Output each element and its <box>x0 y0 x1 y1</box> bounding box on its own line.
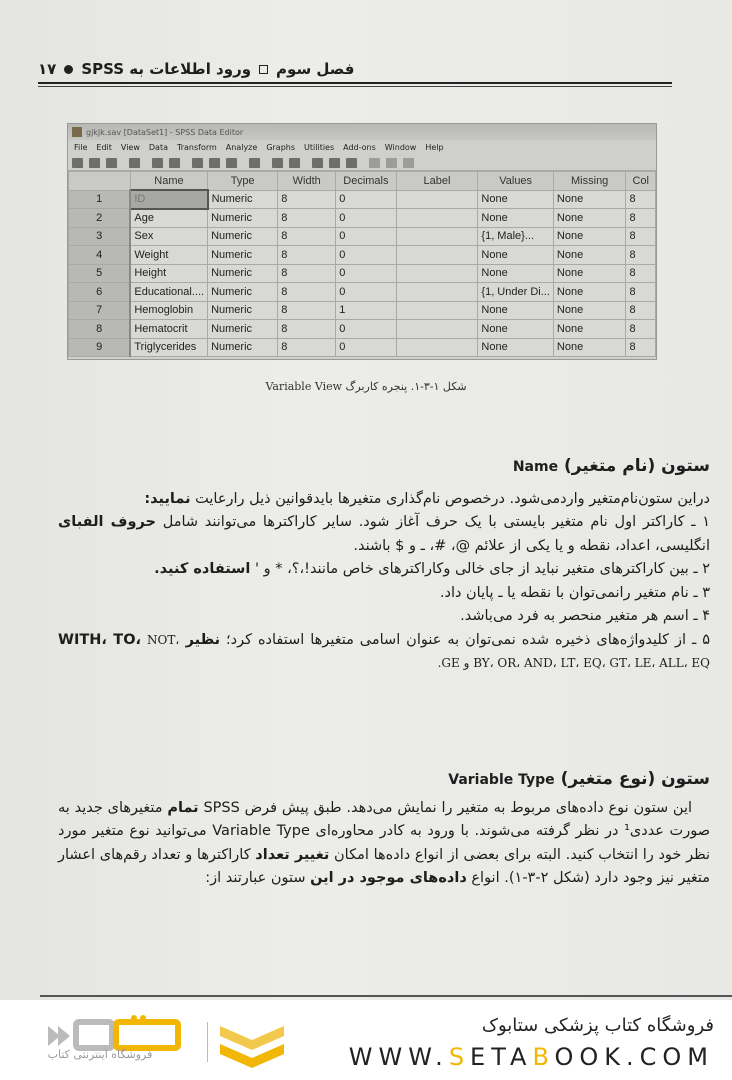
menu-analyze[interactable]: Analyze <box>225 143 258 152</box>
section-variable-type <box>58 768 710 891</box>
table-row <box>69 246 656 265</box>
cell-name[interactable]: Sex <box>130 227 207 246</box>
cell-name[interactable]: ID <box>130 190 207 209</box>
cell-columns[interactable]: 8 <box>626 246 656 265</box>
cell-missing[interactable]: None <box>553 209 626 228</box>
col-header-name[interactable]: Name <box>130 172 207 191</box>
row-number[interactable]: 6 <box>69 283 131 302</box>
undo-icon[interactable] <box>152 158 163 168</box>
list-item <box>58 582 710 606</box>
para-text: می‌توانید نوع متغیر مورد نظر خود را انتخاب کنید. البته برای بعضی از انواع داده‌ها امکان <box>58 823 710 863</box>
cell-decimals[interactable]: 0 <box>336 264 396 283</box>
cell-width[interactable]: 8 <box>278 246 336 265</box>
intro-text: دراین ستون‌نام‌متغیر واردمی‌شود. درخصوص نام‌گذاری متغیرها بایدقوانین ذیل رارعایت <box>195 490 710 507</box>
goto-variable-icon[interactable] <box>209 158 220 168</box>
weight-cases-icon[interactable] <box>329 158 340 168</box>
heading-en: Name <box>512 459 559 475</box>
cell-columns[interactable]: 8 <box>626 283 656 302</box>
cell-name[interactable]: Educational.... <box>130 283 207 302</box>
shop-name: فروشگاه کتاب پزشکی ستابوک <box>481 1015 714 1036</box>
table-row <box>69 209 656 228</box>
cell-name[interactable]: Hematocrit <box>130 320 207 339</box>
cell-columns[interactable]: 8 <box>626 264 656 283</box>
cell-label[interactable] <box>396 190 478 209</box>
cell-values[interactable]: {1, Under Di... <box>478 283 553 302</box>
url-accent: S <box>448 1043 471 1071</box>
para-text: کاراکترها و تعداد رقم‌های اعشار متغیر نیز وجود دارد (شکل ۲-۳-۱). انواع <box>58 846 710 886</box>
cell-label[interactable] <box>396 320 478 339</box>
cell-label[interactable] <box>396 283 478 302</box>
footer-rule <box>40 995 732 997</box>
item-text: اسم هر متغیر منحصر به فرد می‌باشد. <box>460 608 689 624</box>
cell-width[interactable]: 8 <box>278 264 336 283</box>
cell-width[interactable]: 8 <box>278 338 336 357</box>
cell-width[interactable]: 8 <box>278 209 336 228</box>
col-header-width[interactable]: Width <box>278 172 336 191</box>
table-row <box>69 338 656 357</box>
cell-label[interactable] <box>396 301 478 320</box>
spss-app-icon <box>72 127 82 137</box>
cell-missing[interactable]: None <box>553 320 626 339</box>
cell-decimals[interactable]: 0 <box>336 190 396 209</box>
cell-columns[interactable]: 8 <box>626 190 656 209</box>
footer-banner <box>0 1000 732 1080</box>
header-rule-thin <box>38 86 672 87</box>
use-sets-icon[interactable] <box>386 158 397 168</box>
item-number: ۲ ـ <box>693 561 710 577</box>
bullet-icon <box>64 65 73 74</box>
menu-window[interactable]: Window <box>384 143 417 152</box>
cell-width[interactable]: 8 <box>278 227 336 246</box>
square-icon <box>259 65 268 74</box>
find-icon[interactable] <box>249 158 260 168</box>
heading-en: Variable Type <box>448 772 555 788</box>
insert-cases-icon[interactable] <box>272 158 283 168</box>
para-text: متغیرهای جدید به صورت عددی¹ در نظر گرفته می‌شوند. با ورود به کادر محاوره‌ای Variable Type <box>58 799 711 839</box>
cell-width[interactable]: 8 <box>278 320 336 339</box>
row-number[interactable]: 3 <box>69 227 131 246</box>
table-row <box>69 190 656 209</box>
cell-columns[interactable]: 8 <box>626 209 656 228</box>
item-bold: استفاده کنید. <box>154 561 251 577</box>
cell-values[interactable]: None <box>478 264 553 283</box>
show-all-icon[interactable] <box>403 158 414 168</box>
url-part: OOK.COM <box>554 1043 714 1071</box>
goto-case-icon[interactable] <box>192 158 203 168</box>
menu-transform[interactable]: Transform <box>176 143 217 152</box>
menu-view[interactable]: View <box>120 143 140 152</box>
cell-values[interactable]: None <box>478 338 553 357</box>
table-row <box>69 301 656 320</box>
cell-decimals[interactable]: 0 <box>336 338 396 357</box>
cell-decimals[interactable]: 0 <box>336 209 396 228</box>
col-header-label[interactable]: Label <box>396 172 478 191</box>
heading-fa: ستون (نام متغیر) <box>563 456 710 476</box>
menu-data[interactable]: Data <box>148 143 168 152</box>
item-number: ۱ ـ <box>691 514 710 530</box>
header-rule <box>38 82 672 84</box>
list-item <box>58 511 710 558</box>
para-text: ستون عبارتند از: <box>205 870 306 886</box>
setabook-logo[interactable] <box>30 1014 290 1074</box>
cell-missing[interactable]: None <box>553 246 626 265</box>
list-item <box>58 558 710 582</box>
split-file-icon[interactable] <box>312 158 323 168</box>
cell-type[interactable]: Numeric <box>208 283 278 302</box>
cell-name[interactable]: Triglycerides <box>130 338 207 357</box>
item-tail: NOT، BY، OR، AND، LT، EQ، GT، LE، ALL، EQ و GE. <box>146 632 710 670</box>
save-icon[interactable] <box>89 158 100 168</box>
spss-window-title: gjkjk.sav [DataSet1] - SPSS Data Editor <box>86 127 244 137</box>
cell-missing[interactable]: None <box>553 227 626 246</box>
dialog-recall-icon[interactable] <box>129 158 140 168</box>
item-bold: حروف الفبای <box>58 514 156 530</box>
item-text: کاراکتر اول نام متغیر بایستی با یک حرف آغاز شود. سایر کاراکترها می‌توانند شامل <box>162 514 685 530</box>
intro-paragraph <box>58 488 710 512</box>
variables-icon[interactable] <box>226 158 237 168</box>
url-accent: B <box>532 1043 555 1071</box>
cell-label[interactable] <box>396 227 478 246</box>
cell-decimals[interactable]: 0 <box>336 246 396 265</box>
cell-width[interactable]: 8 <box>278 301 336 320</box>
menu-addons[interactable]: Add-ons <box>343 143 376 152</box>
cell-label[interactable] <box>396 209 478 228</box>
chapter-title: فصل سوم <box>276 60 355 78</box>
cell-decimals[interactable]: 1 <box>336 301 396 320</box>
menu-graphs[interactable]: Graphs <box>266 143 296 152</box>
cell-name[interactable]: Hemoglobin <box>130 301 207 320</box>
col-header-decimals[interactable]: Decimals <box>336 172 396 191</box>
cell-width[interactable]: 8 <box>278 283 336 302</box>
cell-label[interactable] <box>396 246 478 265</box>
spss-title-bar <box>68 124 656 140</box>
item-number: ۳ ـ <box>693 584 710 601</box>
cell-columns[interactable]: 8 <box>626 338 656 357</box>
heading-fa: ستون (نوع متغیر) <box>560 769 710 789</box>
corner-cell <box>69 172 131 191</box>
row-number[interactable]: 4 <box>69 246 131 265</box>
logo-tagline: فروشگاه اینترنتی کتاب <box>47 1048 153 1061</box>
url-part: ETA <box>470 1043 533 1071</box>
menu-file[interactable]: File <box>74 143 88 152</box>
open-icon[interactable] <box>72 158 83 168</box>
menu-edit[interactable]: Edit <box>96 143 112 152</box>
figure-caption: شکل ۱-۳-۱. پنجره کاربرگ Variable View <box>265 380 467 393</box>
table-row <box>69 320 656 339</box>
cell-missing[interactable]: None <box>553 190 626 209</box>
cell-values[interactable]: None <box>478 246 553 265</box>
item-tail: انگلیسی، اعداد، نقطه و یا یکی از علائم @، #، ـ و $ باشند. <box>353 537 710 554</box>
section-title: ورود اطلاعات به SPSS <box>81 60 252 78</box>
cell-type[interactable]: Numeric <box>208 246 278 265</box>
cell-decimals[interactable]: 0 <box>336 320 396 339</box>
spss-window-figure <box>67 123 657 360</box>
cell-missing[interactable]: None <box>553 301 626 320</box>
spss-menu-bar <box>68 140 656 155</box>
cell-type[interactable]: Numeric <box>208 301 278 320</box>
cell-values[interactable]: None <box>478 209 553 228</box>
logo-divider <box>207 1022 208 1062</box>
table-row <box>69 264 656 283</box>
redo-icon[interactable] <box>169 158 180 168</box>
cell-values[interactable]: {1, Male}... <box>478 227 553 246</box>
section-name-heading <box>58 455 710 480</box>
item-bold: نظیر WITH، TO، <box>58 631 221 648</box>
logo-graphic-icon <box>30 1014 290 1074</box>
cell-name[interactable]: Age <box>130 209 207 228</box>
para-bold: داده‌های موجود در این <box>310 870 467 886</box>
page-number: ۱۷ <box>38 60 57 78</box>
url-part: WWW. <box>348 1043 449 1071</box>
cell-values[interactable]: None <box>478 190 553 209</box>
row-number[interactable]: 2 <box>69 209 131 228</box>
cell-label[interactable] <box>396 338 478 357</box>
grid-header-row <box>69 172 656 191</box>
row-number[interactable]: 1 <box>69 190 131 209</box>
type-paragraph <box>58 797 710 891</box>
cell-missing[interactable]: None <box>553 283 626 302</box>
para-bold: تغییر تعداد <box>255 846 330 863</box>
cell-name[interactable]: Height <box>130 264 207 283</box>
cell-missing[interactable]: None <box>553 338 626 357</box>
cell-values[interactable]: None <box>478 320 553 339</box>
table-row <box>69 227 656 246</box>
print-icon[interactable] <box>106 158 117 168</box>
table-row <box>69 283 656 302</box>
select-cases-icon[interactable] <box>346 158 357 168</box>
item-number: ۵ ـ <box>692 631 711 648</box>
col-header-columns[interactable]: Col <box>626 172 656 191</box>
item-number: ۴ ـ <box>693 608 710 624</box>
cell-width[interactable]: 8 <box>278 190 336 209</box>
variable-view-grid <box>68 171 656 357</box>
cell-type[interactable]: Numeric <box>208 320 278 339</box>
col-header-missing[interactable]: Missing <box>553 172 626 191</box>
item-text: بین کاراکترهای متغیر نباید از جای خالی وکاراکترهای خاص مانند!،؟، * و ' <box>250 561 689 577</box>
cell-columns[interactable]: 8 <box>626 301 656 320</box>
cell-type[interactable]: Numeric <box>208 264 278 283</box>
section-type-heading <box>58 768 710 793</box>
row-number[interactable]: 9 <box>69 338 131 357</box>
menu-utilities[interactable]: Utilities <box>304 143 335 152</box>
item-text: نام متغیر رانمی‌توان با نقطه یا ـ پایان داد. <box>439 584 689 601</box>
running-header <box>38 58 732 80</box>
cell-label[interactable] <box>396 264 478 283</box>
spss-toolbar <box>68 155 656 171</box>
shop-url-link[interactable] <box>349 1043 714 1071</box>
col-header-values[interactable]: Values <box>478 172 553 191</box>
cell-columns[interactable]: 8 <box>626 227 656 246</box>
cell-type[interactable]: Numeric <box>208 209 278 228</box>
row-number[interactable]: 8 <box>69 320 131 339</box>
value-labels-icon[interactable] <box>369 158 380 168</box>
para-bold: تمام <box>167 799 199 816</box>
cell-type[interactable]: Numeric <box>208 338 278 357</box>
list-item <box>58 605 710 629</box>
para-text: این ستون نوع داده‌های مربوط به متغیر را نمایش می‌دهد. طبق پیش فرض SPSS <box>203 799 693 816</box>
col-header-type[interactable]: Type <box>208 172 278 191</box>
row-number[interactable]: 7 <box>69 301 131 320</box>
row-number[interactable]: 5 <box>69 264 131 283</box>
insert-variable-icon[interactable] <box>289 158 300 168</box>
item-text: از کلیدواژه‌های ذخیره شده نمی‌توان به عنوان اسامی متغیرها استفاده کرد؛ <box>226 631 687 648</box>
cell-missing[interactable]: None <box>553 264 626 283</box>
cell-type[interactable]: Numeric <box>208 227 278 246</box>
cell-values[interactable]: None <box>478 301 553 320</box>
cell-columns[interactable]: 8 <box>626 320 656 339</box>
list-item <box>58 629 710 676</box>
section-name <box>58 455 710 676</box>
cell-type[interactable]: Numeric <box>208 190 278 209</box>
intro-bold: نمایید: <box>144 490 191 507</box>
menu-help[interactable]: Help <box>425 143 444 152</box>
cell-decimals[interactable]: 0 <box>336 227 396 246</box>
cell-name[interactable]: Weight <box>130 246 207 265</box>
cell-decimals[interactable]: 0 <box>336 283 396 302</box>
